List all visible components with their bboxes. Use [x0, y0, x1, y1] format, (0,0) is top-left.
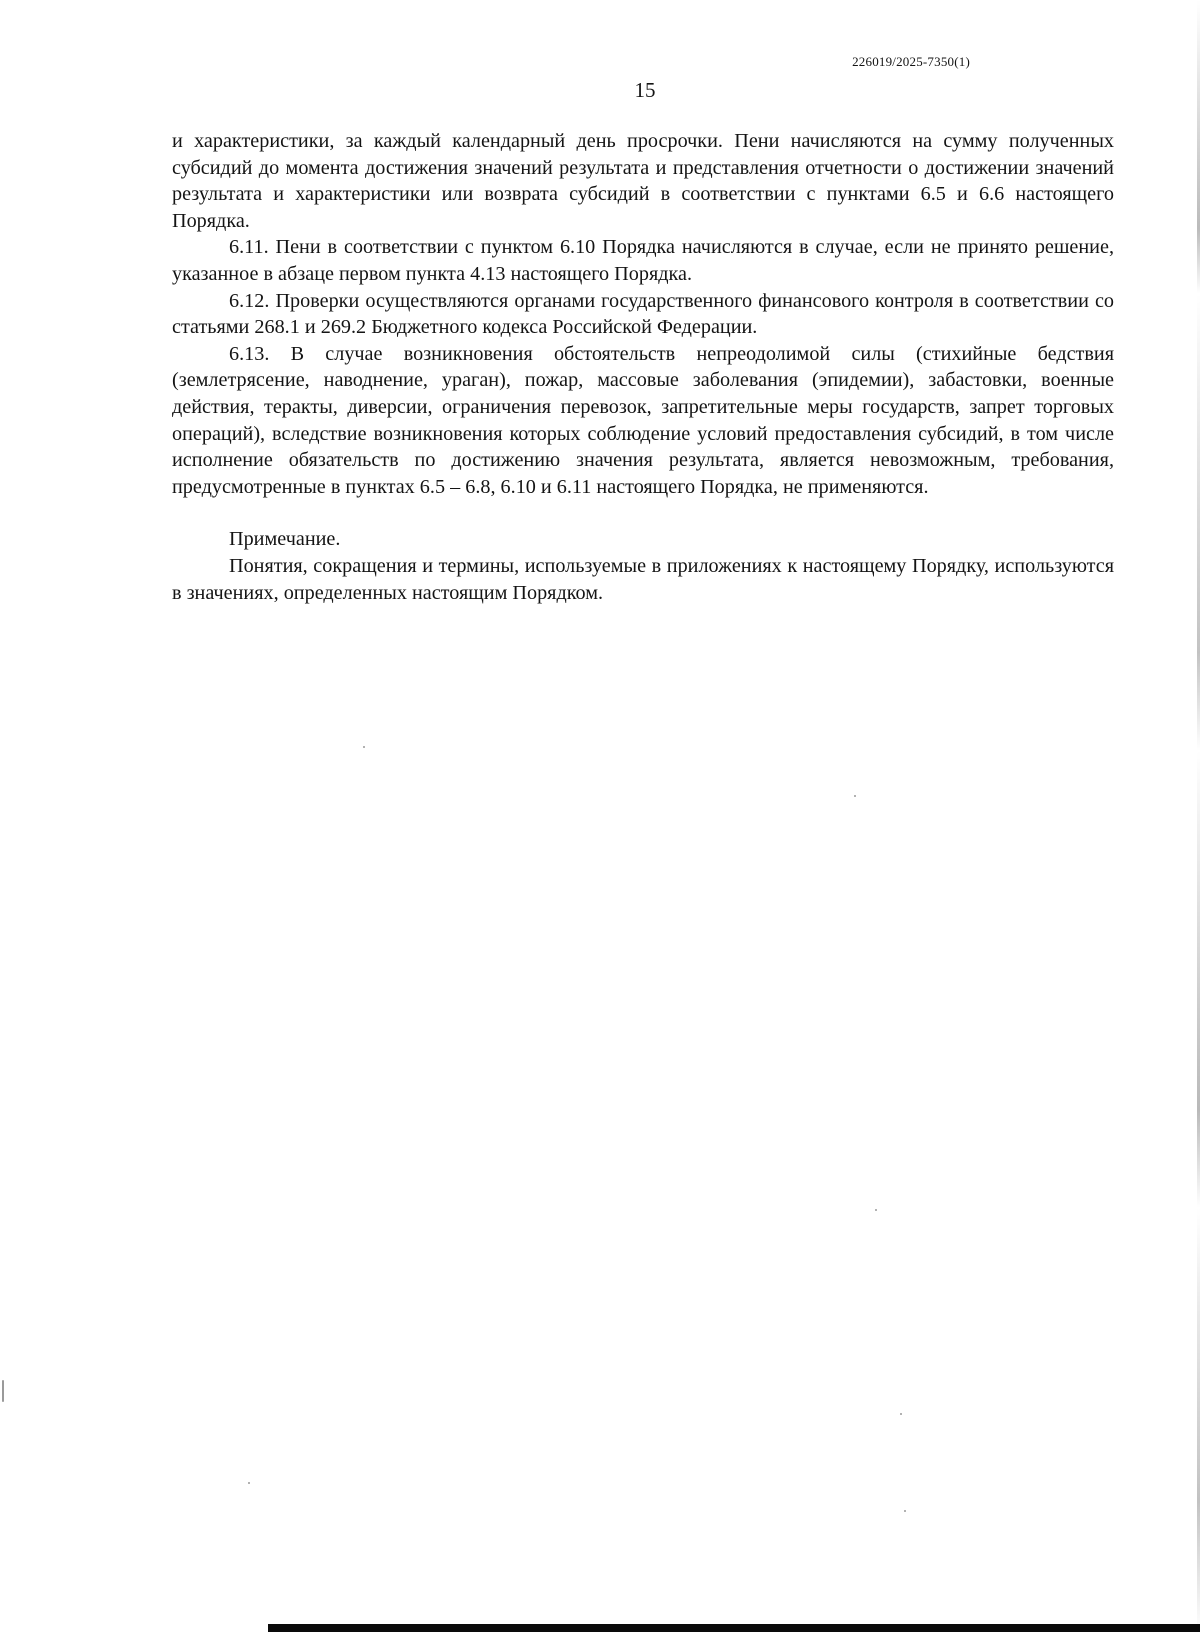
document-body — [172, 128, 1114, 606]
scan-speck — [875, 1209, 877, 1211]
paragraph-6-13: 6.13. В случае возникновения обстоятельств непреодолимой силы (стихийные бедствия (землетрясение, наводнение, ураган), пожар, массовые заболевания (эпидемии), забастовки, военные действия, теракты, диверсии, ограничения перевозок, запретительные меры государств, запрет торговых операций), вследствие возникновения которых соблюдение условий предоставления субсидий, в том числе исполнение обязательств по достижению значения результата, является невозможным, требования, предусмотренные в пунктах 6.5 – 6.8, 6.10 и 6.11 настоящего Порядка, не применяются. — [172, 342, 1114, 498]
paragraph-continuation: и характеристики, за каждый календарный день просрочки. Пени начисляются на сумму полученных субсидий до момента достижения значений результата и представления отчетности о достижении значений результата и характеристики или возврата субсидий в соответствии с пунктами 6.5 и 6.6 настоящего Порядка. — [172, 130, 1114, 232]
scan-speck — [248, 1482, 250, 1484]
document-id: 226019/2025-7350(1) — [852, 54, 970, 69]
scan-speck — [2, 1380, 4, 1402]
page-number: 15 — [634, 78, 656, 102]
scan-speck — [854, 795, 856, 797]
scan-speck — [363, 746, 365, 748]
note-text: Понятия, сокращения и термины, используемые в приложениях к настоящему Порядку, используются в значениях, определенных настоящим Порядком. — [172, 554, 1114, 604]
paragraph-6-11: 6.11. Пени в соответствии с пунктом 6.10 Порядка начисляются в случае, если не принято решение, указанное в абзаце первом пункта 4.13 настоящего Порядка. — [172, 236, 1114, 285]
note-title: Примечание. — [229, 528, 341, 551]
scan-speck — [904, 1510, 906, 1512]
scan-speck — [900, 1413, 902, 1415]
scan-bottom-bar — [268, 1624, 1200, 1632]
paragraph-6-12: 6.12. Проверки осуществляются органами государственного финансового контроля в соответствии со статьями 268.1 и 269.2 Бюджетного кодекса Российской Федерации. — [172, 289, 1114, 339]
